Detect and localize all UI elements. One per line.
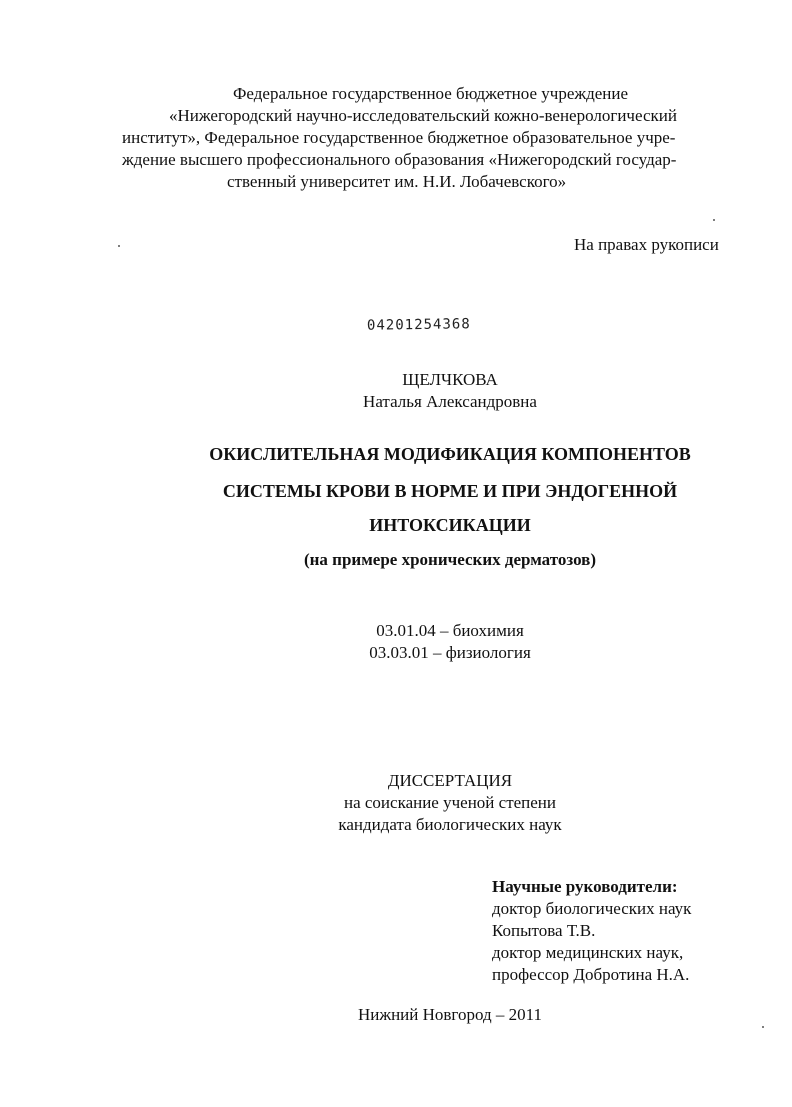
institution-line-5: ственный университет им. Н.И. Лобачевского» [227,172,567,191]
institution-line-4: ждение высшего профессионального образования «Нижегородский государ- [122,150,677,169]
rights-notice: На правах рукописи [574,235,719,254]
title-line-2: СИСТЕМЫ КРОВИ В НОРМЕ И ПРИ ЭНДОГЕННОЙ [222,481,678,501]
author-surname: ЩЕЛЧКОВА [402,370,498,389]
title-subtitle: (на примере хронических дерматозов) [303,550,597,569]
specialty-biochemistry: 03.01.04 – биохимия [376,621,524,640]
dissertation-heading: ДИССЕРТАЦИЯ [387,771,513,790]
author-name: Наталья Александровна [363,392,537,411]
dissertation-degree-line-1: на соискание ученой степени [343,793,557,812]
scan-speck [762,1026,764,1028]
institution-line-3: институт», Федеральное государственное бюджетное образовательное учре- [122,128,676,147]
supervisor-2-degree: доктор медицинских наук, [492,943,684,962]
scan-speck [118,245,120,247]
archive-stamp-number: 04201254368 [366,316,471,334]
specialty-physiology: 03.03.01 – физиология [369,643,531,662]
supervisor-2-name: профессор Добротина Н.А. [492,965,690,984]
institution-line-2: «Нижегородский научно-исследовательский кожно-венерологический [169,106,677,125]
institution-line-1: Федеральное государственное бюджетное учреждение [233,84,629,103]
supervisor-1-degree: доктор биологических наук [492,899,692,918]
title-line-3: ИНТОКСИКАЦИИ [369,515,531,535]
title-line-1: ОКИСЛИТЕЛЬНАЯ МОДИФИКАЦИЯ КОМПОНЕНТОВ [209,444,691,464]
dissertation-degree-line-2: кандидата биологических наук [338,815,562,834]
supervisor-1-name: Копытова Т.В. [492,921,596,940]
city-year: Нижний Новгород – 2011 [357,1005,543,1024]
scan-speck [713,219,715,221]
supervisors-heading: Научные руководители: [492,877,678,896]
